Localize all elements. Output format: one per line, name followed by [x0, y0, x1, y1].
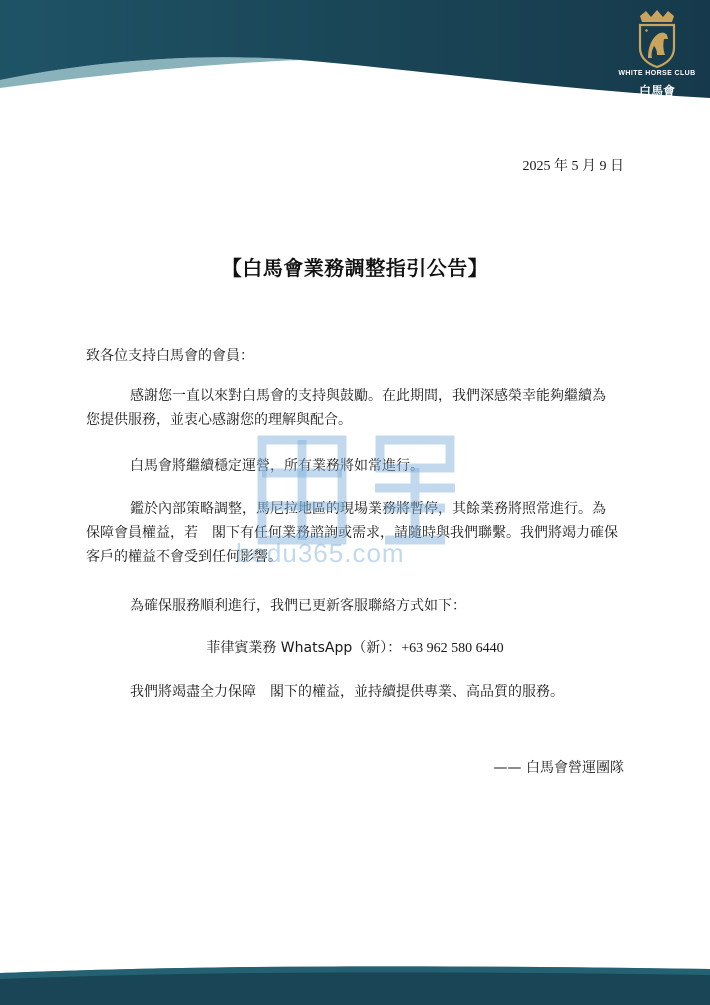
- paragraph-contact-intro: 為確保服務順利進行，我們已更新客服聯絡方式如下：: [130, 598, 466, 614]
- watermark-text: bodu365.com: [236, 538, 405, 568]
- notice-date: 2025 年 5 月 9 日: [522, 159, 624, 174]
- signature: —— 白馬會營運團隊: [493, 760, 624, 776]
- paragraph-thanks: 感謝您一直以來對白馬會的支持與鼓勵。在此期間，我們深感榮幸能夠繼續為您提供服務，並衷心感謝您的理解與配合。: [86, 388, 606, 428]
- logo-chinese-text: 白馬會: [638, 84, 675, 98]
- contact-line: [0, 636, 710, 661]
- header-wave-graphic: [0, 0, 710, 110]
- brand-logo: [612, 8, 702, 98]
- header-band: [0, 0, 710, 110]
- paragraph-closing: 我們將竭盡全力保障 閣下的權益，並持續提供專業、高品質的服務。: [130, 684, 564, 700]
- paragraph-adjustment: 鑑於內部策略調整，馬尼拉地區的現場業務將暫停，其餘業務將照常進行。為保障會員權益，若 閣下有任何業務諮詢或需求，請隨時與我們聯繫。我們將竭力確保客戶的權益不會受到任何影響。: [86, 501, 618, 565]
- notice-title: 【白馬會業務調整指引公告】: [221, 256, 489, 280]
- logo-english-text: WHITE HORSE CLUB: [618, 70, 696, 77]
- footer-wave-graphic: [0, 965, 710, 1005]
- salutation: 致各位支持白馬會的會員：: [86, 348, 254, 364]
- crown-icon: [640, 10, 674, 22]
- white-horse-logo-icon: [612, 8, 702, 70]
- footer-band: [0, 965, 710, 1005]
- paragraph-operations: 白馬會將繼續穩定運營，所有業務將如常進行。: [130, 458, 424, 474]
- contact-whatsapp-number[interactable]: +63 962 580 6440: [401, 641, 504, 656]
- contact-label: 菲律賓業務 WhatsApp（新）：: [206, 640, 402, 656]
